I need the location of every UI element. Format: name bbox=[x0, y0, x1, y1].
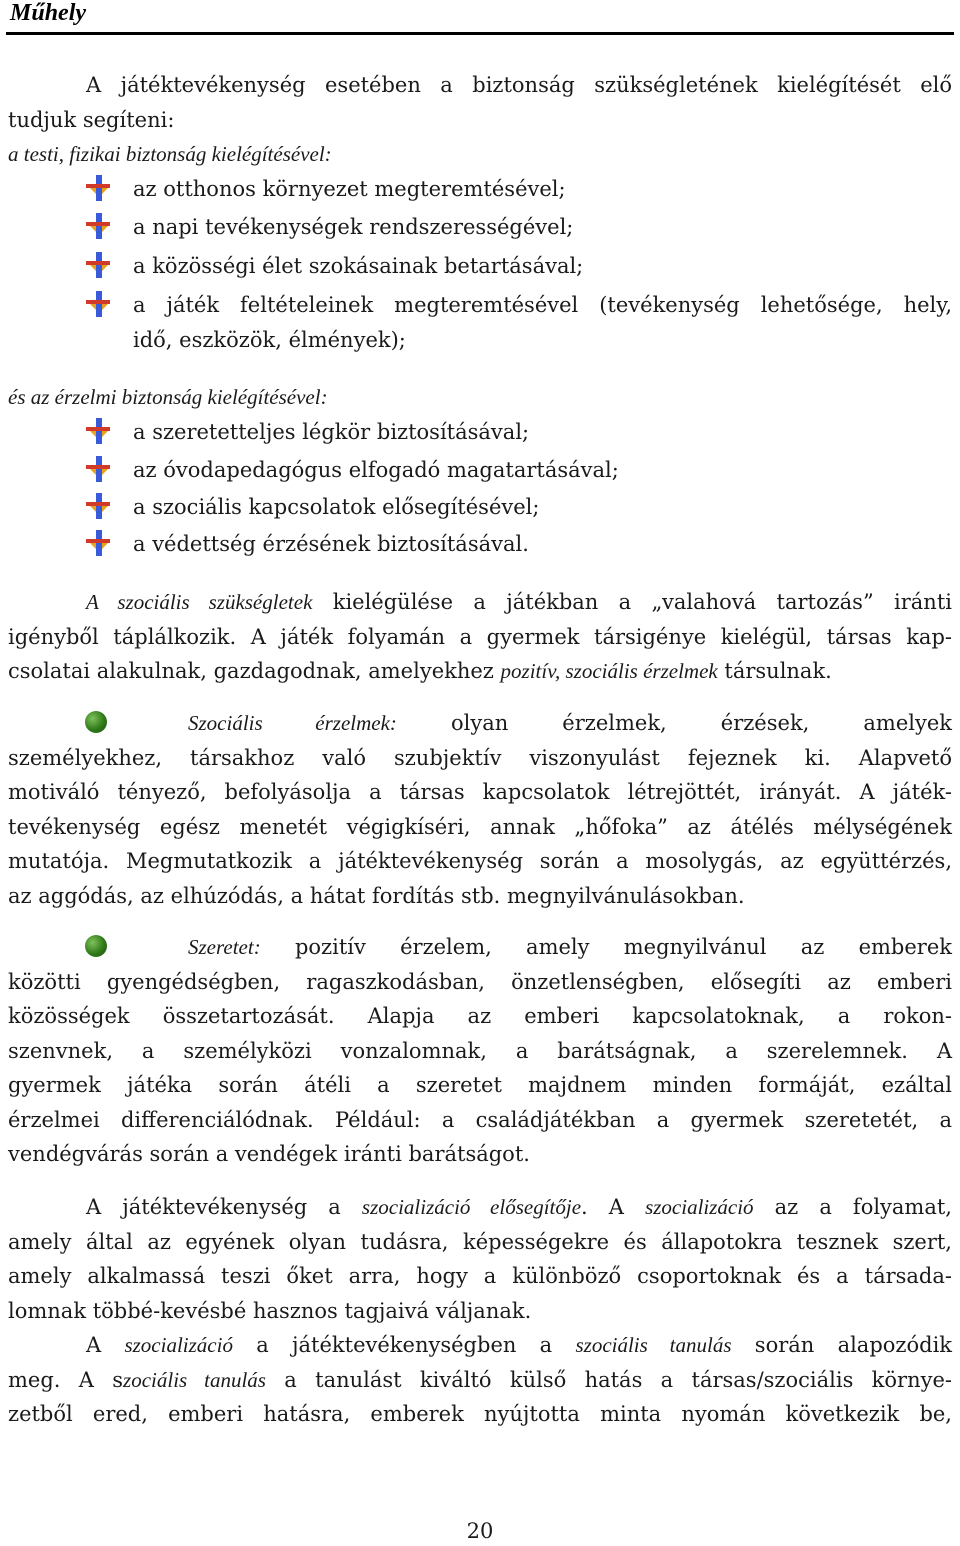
intro-paragraph-line2: tudjuk segíteni: bbox=[8, 108, 175, 132]
arrow-bullet-icon bbox=[86, 252, 112, 278]
arrow-bullet-icon bbox=[86, 213, 112, 239]
list-item: a szociális kapcsolatok elősegítésével; bbox=[86, 490, 952, 525]
list-item: a játék feltételeinek megteremtésével (tevékenység lehetősége, hely, idő, eszközök, élmények); bbox=[86, 288, 952, 357]
list-item: a napi tevékenységek rendszerességével; bbox=[86, 210, 952, 245]
socialization-line4: lomnak többé-kevésbé hasznos tagjaivá váljanak. bbox=[8, 1299, 532, 1323]
arrow-bullet-icon bbox=[86, 418, 112, 444]
socialization-line2: amely által az egyének olyan tudásra, képességekre és állapotokra tesznek szert, bbox=[8, 1230, 952, 1254]
love-line2: közötti gyengédségben, ragaszkodásban, önzetlenségben, elősegíti az emberi bbox=[8, 970, 952, 994]
social-needs-line3: csolatai alakulnak, gazdagodnak, amelyekhez pozitív, szociális érzelmek társulnak. bbox=[8, 659, 832, 683]
arrow-bullet-icon bbox=[86, 291, 112, 317]
arrow-bullet-icon bbox=[86, 456, 112, 482]
love-line5: gyermek játéka során átéli a szeretet majdnem minden formáját, ezáltal bbox=[8, 1073, 952, 1097]
socialization-paragraph: A játéktevékenység a szocializáció elősegítője. A szocializáció az a folyamat, bbox=[86, 1195, 952, 1219]
arrow-bullet-icon bbox=[86, 493, 112, 519]
social-emotions-paragraph: Szociális érzelmek: olyan érzelmek, érzések, amelyek bbox=[188, 711, 952, 735]
love-line4: szenvnek, a személyközi vonzalomnak, a barátságnak, a szerelemnek. A bbox=[8, 1039, 952, 1063]
love-paragraph: Szeretet: pozitív érzelem, amely megnyilvánul az emberek bbox=[188, 935, 952, 959]
socialization-line3: amely alkalmassá teszi őket arra, hogy a különböző csoportoknak és a társada- bbox=[8, 1264, 952, 1288]
social-learning-paragraph: A szocializáció a játéktevékenységben a szociális tanulás során alapozódik bbox=[86, 1333, 953, 1357]
header-title: Műhely bbox=[10, 0, 87, 26]
list-item: a védettség érzésének biztosításával. bbox=[86, 527, 952, 562]
page-header bbox=[6, 0, 954, 35]
section1-label: a testi, fizikai biztonság kielégítésével: bbox=[8, 142, 332, 166]
intro-paragraph: A játéktevékenység esetében a biztonság szükségletének kielégítését elő bbox=[86, 73, 952, 97]
social-emotions-line4: tevékenység egész menetét végigkíséri, annak „hőfoka” az átélés mélységének bbox=[8, 815, 952, 839]
social-learning-line2: meg. A szociális tanulás a tanulást kiváltó külső hatás a társas/szociális környe- bbox=[8, 1368, 952, 1392]
arrow-bullet-icon bbox=[86, 530, 112, 556]
social-needs-paragraph: A szociális szükségletek kielégülése a játékban a „valahová tartozás” iránti bbox=[86, 590, 952, 614]
list-item: az óvodapedagógus elfogadó magatartásával; bbox=[86, 453, 952, 488]
social-needs-line2: igényből táplálkozik. A játék folyamán a gyermek társigénye kielégül, társas kap- bbox=[8, 625, 952, 649]
list-item: a közösségi élet szokásainak betartásával; bbox=[86, 249, 952, 284]
list-item: a szeretetteljes légkör biztosításával; bbox=[86, 415, 952, 450]
page-number: 20 bbox=[466, 1519, 494, 1543]
love-line7: vendégvárás során a vendégek iránti barátságot. bbox=[8, 1142, 530, 1166]
love-line6: érzelmei differenciálódnak. Például: a családjátékban a gyermek szeretetét, a bbox=[8, 1108, 952, 1132]
arrow-bullet-icon bbox=[86, 175, 112, 201]
love-line3: közösségek összetartozását. Alapja az emberi kapcsolatoknak, a rokon- bbox=[8, 1004, 952, 1028]
social-emotions-line5: mutatója. Megmutatkozik a játéktevékenység során a mosolygás, az együttérzés, bbox=[8, 849, 952, 873]
section2-label: és az érzelmi biztonság kielégítésével: bbox=[8, 385, 328, 409]
social-emotions-line2: személyekhez, társakhoz való szubjektív viszonyulást fejeznek ki. Alapvető bbox=[8, 746, 952, 770]
social-emotions-line3: motiváló tényező, befolyásolja a társas kapcsolatok létrejöttét, irányát. A játék- bbox=[8, 780, 952, 804]
social-emotions-line6: az aggódás, az elhúzódás, a hátat fordítás stb. megnyilvánulásokban. bbox=[8, 884, 745, 908]
social-learning-line3: zetből ered, emberi hatásra, emberek nyújtotta minta nyomán következik be, bbox=[8, 1402, 952, 1426]
list-item: az otthonos környezet megteremtésével; bbox=[86, 172, 952, 207]
